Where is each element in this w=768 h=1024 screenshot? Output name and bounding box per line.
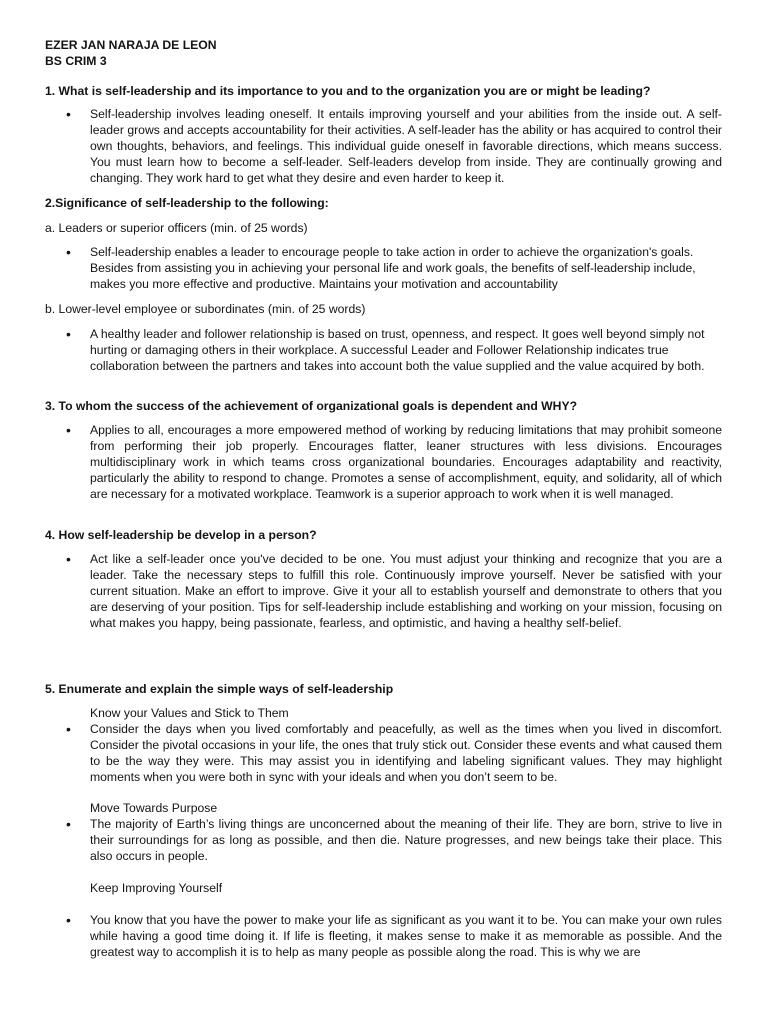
answer-2b: A healthy leader and follower relationship is based on trust, openness, and respect. It goes well beyond simply not hurting or damaging others in their workplace. A successful Leader and Follower Relationship indicates true collaboration between the partners and takes into account both the value supplied and the value acquired by both. bbox=[90, 327, 705, 373]
student-name: EZER JAN NARAJA DE LEON bbox=[45, 38, 217, 52]
question-3: 3. To whom the success of the achievement of organizational goals is dependent and WHY? bbox=[45, 399, 578, 413]
answer-1: Self-leadership involves leading oneself. It entails improving yourself and your abilities from the inside out. A self-leader grows and accepts accountability for their activities. A self-leader has the ability or has acquired to control their own thoughts, behaviors, and feelings. This individual guide oneself in favorable directions, which means success. You must learn how to become a self-leader. Self-leaders develop from inside. They are continually growing and changing. They work hard to get what they desire and even harder to keep it. bbox=[90, 107, 722, 185]
question-5: 5. Enumerate and explain the simple ways of self-leadership bbox=[45, 682, 394, 696]
way-1-title: Know your Values and Stick to Them bbox=[90, 706, 289, 720]
question-4: 4. How self-leadership be develop in a person? bbox=[45, 528, 317, 542]
student-course: BS CRIM 3 bbox=[45, 54, 107, 68]
bullet-icon: • bbox=[66, 912, 71, 928]
question-2: 2.Significance of self-leadership to the following: bbox=[45, 196, 329, 210]
question-2a-label: a. Leaders or superior officers (min. of 25 words) bbox=[45, 221, 308, 235]
bullet-icon: • bbox=[66, 721, 71, 737]
way-2-title: Move Towards Purpose bbox=[90, 801, 218, 815]
question-1: 1. What is self-leadership and its importance to you and to the organization you are or might be leading? bbox=[45, 84, 651, 98]
answer-3: Applies to all, encourages a more empowered method of working by reducing limitations that may prohibit someone from performing their job properly. Encourages flatter, leaner structures with less divisions. Encourages multidisciplinary work in which teams cross organizational boundaries. Encourages adaptability and reactivity, particularly the ability to respond to change. Promotes a sense of accomplishment, equity, and solidarity, all of which are necessary for a motivated workplace. Teamwork is a superior approach to work when it is well managed. bbox=[90, 423, 722, 501]
bullet-icon: • bbox=[66, 106, 71, 122]
answer-2a: Self-leadership enables a leader to encourage people to take action in order to achieve the organization's goals. Besides from assisting you in achieving your personal life and work goals, the benefits of self-leadership include, makes you more effective and productive. Maintains your motivation and accountability bbox=[90, 245, 696, 291]
answer-4: Act like a self-leader once you've decided to be one. You must adjust your thinking and recognize that you are a leader. Take the necessary steps to fulfill this role. Continuously improve yourself. Never be satisfied with your current situation. Make an effort to improve. Give it your all to establish yourself and demonstrate to others that you are deserving of your position. Tips for self-leadership include establishing and working on your mission, focusing on what makes you happy, being passionate, fearless, and optimistic, and having a healthy self-belief. bbox=[90, 552, 722, 630]
bullet-icon: • bbox=[66, 551, 71, 567]
way-1-text: Consider the days when you lived comfortably and peacefully, as well as the times when you lived in discomfort. Consider the pivotal occasions in your life, the ones that truly stick out. Consider these events and what caused them to be the way they were. This may assist you in identifying and labeling significant values. They may highlight moments when you were both in sync with your ideals and when you don’t seem to be. bbox=[90, 722, 722, 784]
bullet-icon: • bbox=[66, 326, 71, 342]
way-2-text: The majority of Earth’s living things are unconcerned about the meaning of their life. They are born, strive to live in their surroundings for as long as possible, and then die. Nature progresses, and new beings take their place. This also occurs in people. bbox=[90, 817, 722, 863]
bullet-icon: • bbox=[66, 244, 71, 260]
way-3-text: You know that you have the power to make your life as significant as you want it to be. You can make your own rules while having a good time doing it. If life is fleeting, it makes sense to make it as memorable as possible. And the greatest way to accomplish it is to help as many people as possible along the road. This is why we are bbox=[90, 913, 722, 959]
bullet-icon: • bbox=[66, 422, 71, 438]
bullet-icon: • bbox=[66, 816, 71, 832]
question-2b-label: b. Lower-level employee or subordinates (min. of 25 words) bbox=[45, 302, 366, 316]
way-3-title: Keep Improving Yourself bbox=[90, 881, 223, 895]
